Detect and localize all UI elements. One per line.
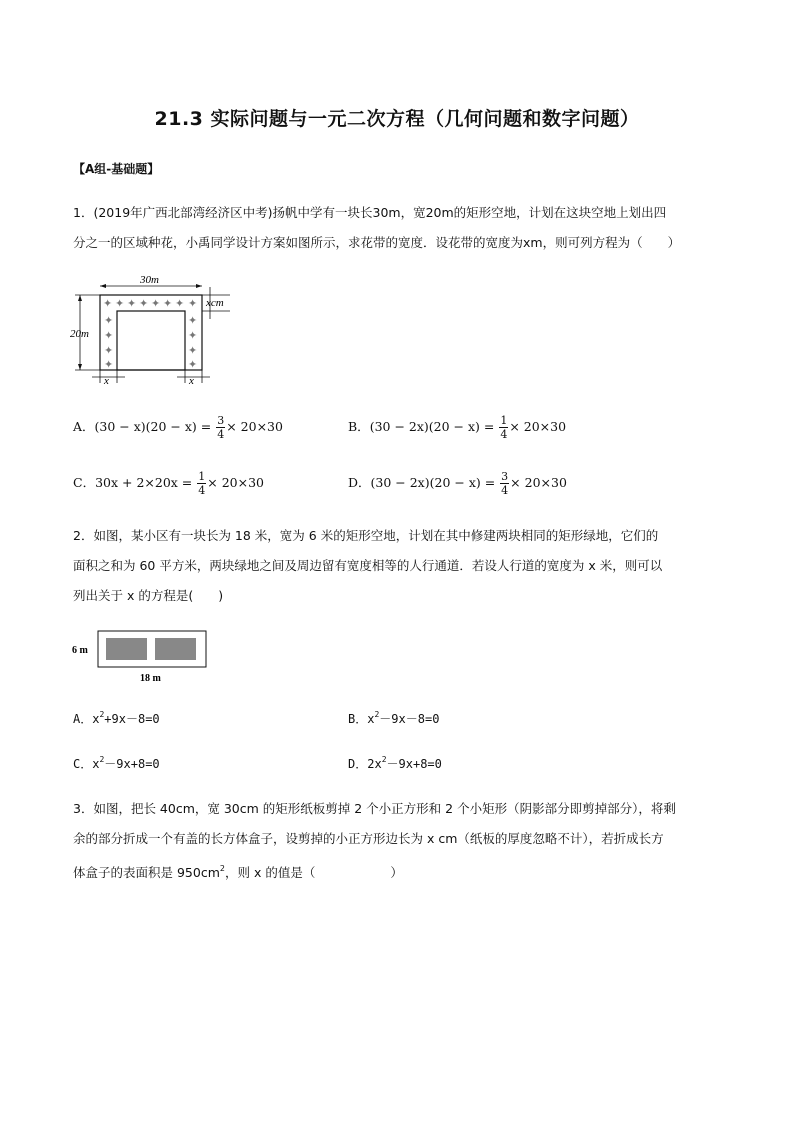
q1-option-d[interactable]: D．(30 − 2x)(20 − x) = $\frac{3}{4}$ × 20×30 — [348, 470, 567, 497]
inner-rect — [117, 311, 185, 370]
question-1 — [73, 198, 733, 258]
svg-text:✦: ✦ — [188, 358, 198, 371]
q2-option-c[interactable]: C．$x^2-9x+8=0$ — [73, 755, 160, 771]
svg-text:✦: ✦ — [104, 344, 114, 357]
q2-option-d[interactable]: D．$2x^2-9x+8=0$ — [348, 755, 442, 771]
q1-line1: 1．(2019年广西北部湾经济区中考)扬帆中学有一块长30m，宽20m的矩形空地，计划在这块空地上划出四 — [73, 205, 667, 220]
q1-garden-figure — [70, 275, 240, 387]
svg-text:✦: ✦ — [115, 297, 125, 310]
svg-text:✦: ✦ — [188, 297, 198, 310]
svg-text:✦: ✦ — [188, 344, 198, 357]
q1-line2: 分之一的区域种花，小禹同学设计方案如图所示，求花带的宽度．设花带的宽度为xm，则可列方程为（ ） — [73, 235, 681, 250]
q2-fig-left-label: 6 m — [72, 645, 88, 656]
q3-line3: 体盒子的表面积是 $950cm^2$，则 x 的值是（ ） — [73, 864, 403, 880]
q2-option-a[interactable]: A．$x^2+9x-8=0$ — [73, 710, 160, 726]
svg-text:✦: ✦ — [103, 297, 113, 310]
q1-fig-left-label: 20m — [70, 328, 89, 340]
svg-text:✦: ✦ — [127, 297, 137, 310]
q3-line1: 3．如图，把长 40cm，宽 30cm 的矩形纸板剪掉 2 个小正方形和 2 个小矩形（阴影部分即剪掉部分），将剩 — [73, 801, 676, 816]
question-3 — [73, 794, 733, 888]
q3-line2: 余的部分折成一个有盖的长方体盒子，设剪掉的小正方形边长为 x cm（纸板的厚度忽略不计），若折成长方 — [73, 831, 664, 846]
q1-fig-right-label: xcm — [206, 297, 224, 309]
question-2 — [73, 521, 733, 611]
page-title: 21.3 实际问题与一元二次方程（几何问题和数字问题） — [154, 108, 640, 130]
svg-text:✦: ✦ — [104, 314, 114, 327]
green-plot-right — [155, 638, 196, 660]
svg-text:✦: ✦ — [175, 297, 185, 310]
q2-option-b[interactable]: B．$x^2-9x-8=0$ — [348, 710, 440, 726]
q1-option-b[interactable]: B．(30 − 2x)(20 − x) = $\frac{1}{4}$ × 20×30 — [348, 414, 567, 441]
q1-option-a[interactable]: A．(30 − x)(20 − x) = $\frac{3}{4}$ × 20×30 — [73, 414, 283, 441]
q2-plot-figure — [70, 628, 210, 686]
svg-text:✦: ✦ — [188, 329, 198, 342]
q1-fig-bl-label: x — [104, 375, 109, 387]
q1-fig-top-label: 30m — [140, 275, 159, 286]
q1-fig-br-label: x — [189, 375, 194, 387]
svg-text:✦: ✦ — [139, 297, 149, 310]
q1-option-c[interactable]: C．30x + 2×20x = $\frac{1}{4}$ × 20×30 — [73, 470, 264, 497]
q2-line2: 面积之和为 60 平方米，两块绿地之间及周边留有宽度相等的人行通道．若设人行道的宽度为 x 米，则可以 — [73, 558, 663, 573]
svg-text:✦: ✦ — [163, 297, 173, 310]
svg-text:✦: ✦ — [104, 358, 114, 371]
svg-text:✦: ✦ — [104, 329, 114, 342]
q2-line3: 列出关于 x 的方程是( ) — [73, 588, 224, 603]
svg-text:✦: ✦ — [151, 297, 161, 310]
section-heading: 【A组-基础题】 — [73, 162, 160, 176]
green-plot-left — [106, 638, 147, 660]
q2-line1: 2．如图，某小区有一块长为 18 米，宽为 6 米的矩形空地，计划在其中修建两块相同的矩形绿地，它们的 — [73, 528, 659, 543]
q2-fig-bottom-label: 18 m — [140, 673, 161, 684]
svg-text:✦: ✦ — [188, 314, 198, 327]
